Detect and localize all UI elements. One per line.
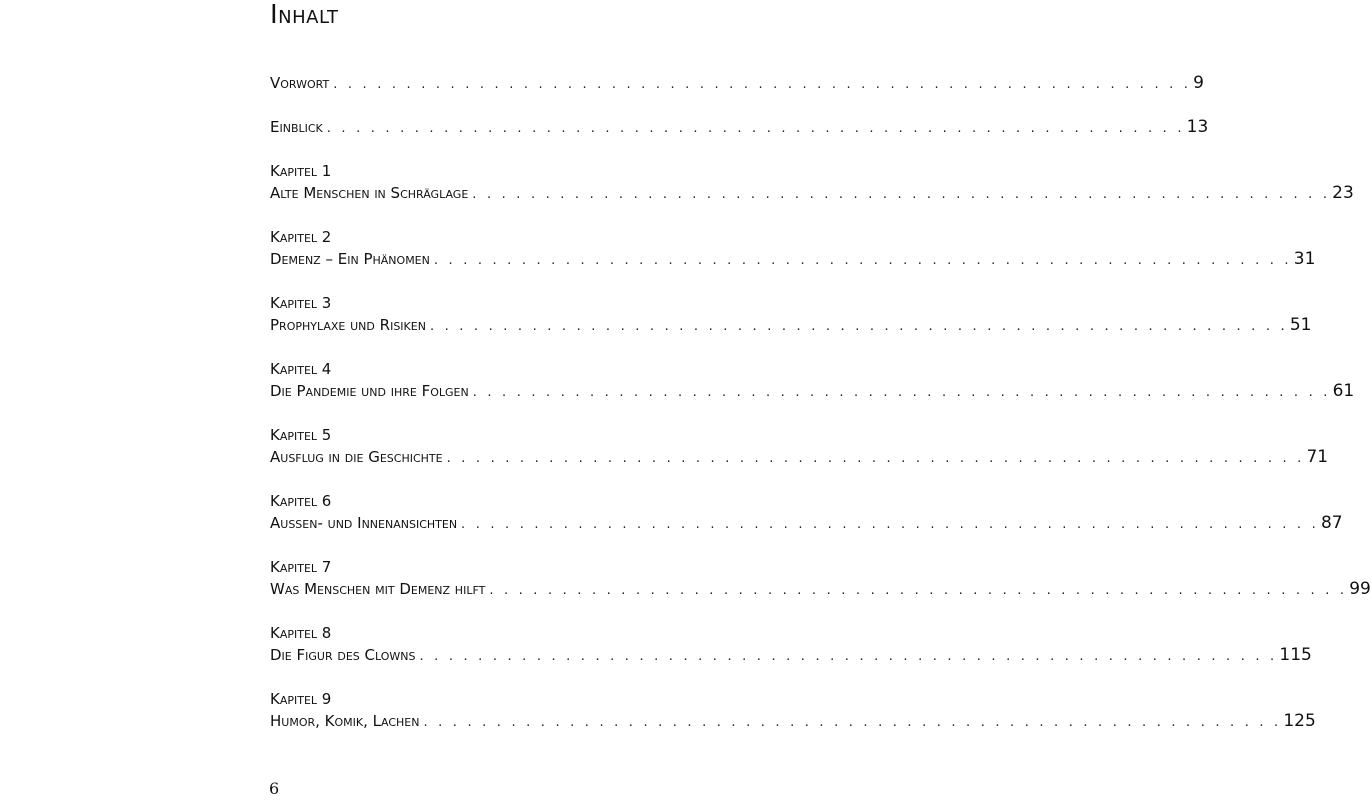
- dot-leader: . . . . . . . . . . . . . . . . . . . . . . . . . . . . . . . . . . . . . . . . . . . . . . . . . . . . . . . . . . .: [472, 385, 1331, 400]
- toc-entry-title: Einblick: [270, 118, 323, 136]
- dot-leader: . . . . . . . . . . . . . . . . . . . . . . . . . . . . . . . . . . . . . . . . . . . . . . . . . . . . . . . . . . .: [423, 715, 1282, 730]
- toc-line: [270, 314, 1312, 336]
- toc-line: [270, 72, 1204, 94]
- dot-leader: . . . . . . . . . . . . . . . . . . . . . . . . . . . . . . . . . . . . . . . . . . . . . . . . . . . . . . . . . . .: [333, 77, 1192, 92]
- toc-entry-kapitel-2[interactable]: [270, 226, 1316, 292]
- toc-entry-einblick[interactable]: [270, 116, 1209, 160]
- toc-line: [270, 710, 1316, 732]
- toc-page-number: 31: [1293, 249, 1316, 269]
- toc-entry-title: Prophylaxe und Risiken: [270, 316, 426, 334]
- toc-page-number: 71: [1306, 447, 1329, 467]
- toc-entry-kapitel-8[interactable]: [270, 622, 1312, 688]
- toc-chapter-label: Kapitel 9: [270, 690, 332, 708]
- dot-leader: . . . . . . . . . . . . . . . . . . . . . . . . . . . . . . . . . . . . . . . . . . . . . . . . . . . . . . . . . . .: [446, 451, 1305, 466]
- toc-entry-title: Die Figur des Clowns: [270, 646, 416, 664]
- toc-entry-kapitel-1[interactable]: [270, 160, 1354, 226]
- toc-entry-title: Ausflug in die Geschichte: [270, 448, 443, 466]
- toc-chapter-label: Kapitel 8: [270, 624, 332, 642]
- toc-entry-kapitel-7[interactable]: [270, 556, 1371, 622]
- toc-page-number: 115: [1279, 645, 1312, 665]
- toc-line: [270, 446, 1329, 468]
- toc-line: [270, 380, 1355, 402]
- toc-chapter-label: Kapitel 6: [270, 492, 332, 510]
- toc-page-number: 61: [1332, 381, 1355, 401]
- toc-page-number: 23: [1332, 183, 1354, 203]
- dot-leader: . . . . . . . . . . . . . . . . . . . . . . . . . . . . . . . . . . . . . . . . . . . . . . . . . . . . . . . . . . .: [433, 253, 1292, 268]
- dot-leader: . . . . . . . . . . . . . . . . . . . . . . . . . . . . . . . . . . . . . . . . . . . . . . . . . . . . . . . . . . .: [461, 517, 1319, 532]
- toc-chapter-label: Kapitel 3: [270, 294, 332, 312]
- toc-entry-vorwort[interactable]: [270, 72, 1204, 116]
- dot-leader: . . . . . . . . . . . . . . . . . . . . . . . . . . . . . . . . . . . . . . . . . . . . . . . . . . . . . . . . . . .: [419, 649, 1278, 664]
- toc-line: [270, 116, 1209, 138]
- toc-line: [270, 512, 1343, 534]
- toc-chapter-label: Kapitel 4: [270, 360, 332, 378]
- dot-leader: . . . . . . . . . . . . . . . . . . . . . . . . . . . . . . . . . . . . . . . . . . . . . . . . . . . . . . . . . . .: [489, 583, 1348, 598]
- toc-entry-title: Vorwort: [270, 74, 330, 92]
- toc-page-number: 99: [1349, 579, 1371, 599]
- toc-entry-title: Die Pandemie und ihre Folgen: [270, 382, 469, 400]
- toc-entry-title: Demenz – Ein Phänomen: [270, 250, 430, 268]
- table-of-contents: [270, 72, 1371, 754]
- toc-line: [270, 644, 1312, 666]
- toc-page-number: 13: [1186, 117, 1209, 137]
- toc-chapter-label: Kapitel 2: [270, 228, 332, 246]
- page-number: 6: [269, 779, 280, 798]
- page-title: Inhalt: [270, 0, 339, 30]
- toc-page-number: 125: [1283, 711, 1316, 731]
- toc-entry-kapitel-5[interactable]: [270, 424, 1329, 490]
- dot-leader: . . . . . . . . . . . . . . . . . . . . . . . . . . . . . . . . . . . . . . . . . . . . . . . . . . . . . . . . . . .: [326, 121, 1185, 136]
- toc-entry-title: Humor, Komik, Lachen: [270, 712, 420, 730]
- toc-entry-title: Aussen- und Innenansichten: [270, 514, 458, 532]
- toc-page-number: 9: [1193, 73, 1204, 93]
- toc-entry-title: Alte Menschen in Schräglage: [270, 184, 469, 202]
- toc-chapter-label: Kapitel 5: [270, 426, 332, 444]
- toc-line: [270, 248, 1316, 270]
- toc-chapter-label: Kapitel 7: [270, 558, 332, 576]
- toc-line: [270, 182, 1354, 204]
- toc-entry-kapitel-3[interactable]: [270, 292, 1312, 358]
- dot-leader: . . . . . . . . . . . . . . . . . . . . . . . . . . . . . . . . . . . . . . . . . . . . . . . . . . . . . . . . . . .: [429, 319, 1288, 334]
- dot-leader: . . . . . . . . . . . . . . . . . . . . . . . . . . . . . . . . . . . . . . . . . . . . . . . . . . . . . . . . . . .: [472, 187, 1331, 202]
- toc-entry-kapitel-6[interactable]: [270, 490, 1343, 556]
- toc-entry-kapitel-4[interactable]: [270, 358, 1355, 424]
- toc-chapter-label: Kapitel 1: [270, 162, 332, 180]
- toc-page-number: 51: [1289, 315, 1312, 335]
- toc-entry-title: Was Menschen mit Demenz hilft: [270, 580, 486, 598]
- toc-line: [270, 578, 1371, 600]
- toc-page-number: 87: [1320, 513, 1343, 533]
- toc-entry-kapitel-9[interactable]: [270, 688, 1316, 754]
